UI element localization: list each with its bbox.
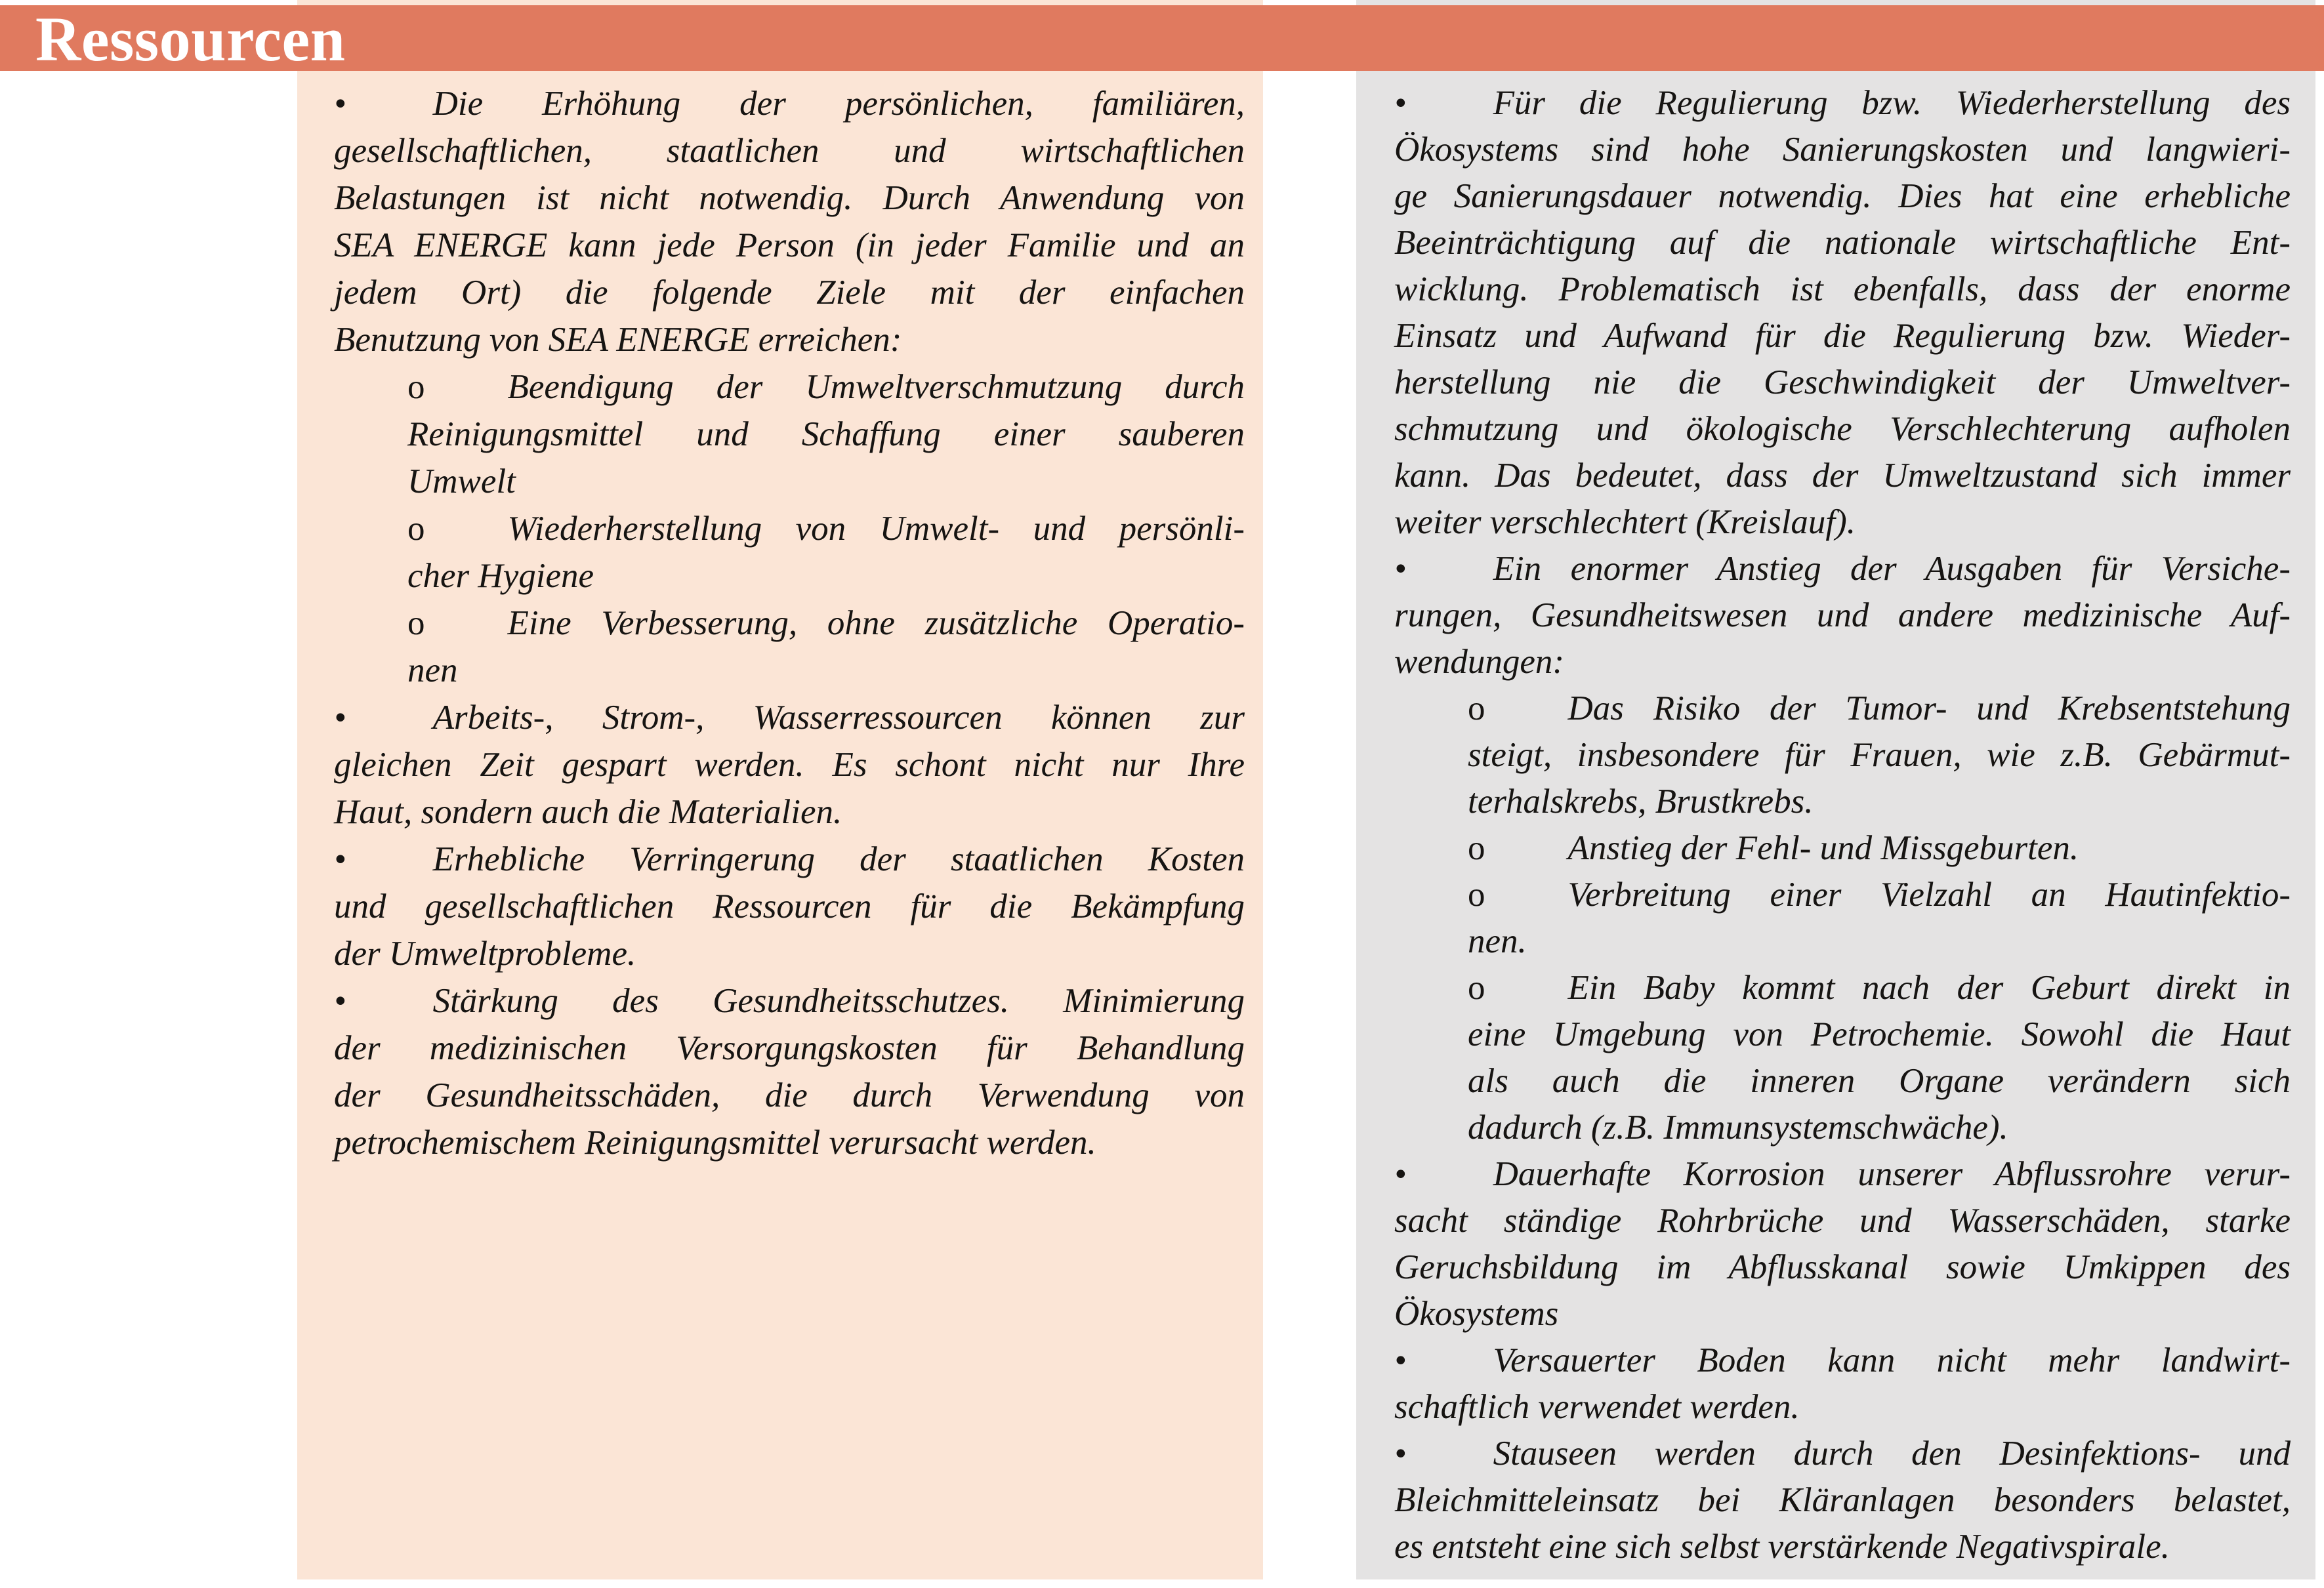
bullet-paragraph: [1394, 685, 2291, 825]
text-line: der Umweltprobleme.: [334, 935, 636, 973]
text-line: Einsatz und Aufwand für die Regulierung bzw. Wieder-: [1394, 317, 2291, 355]
text-line: • Versauerter Boden kann nicht mehr landwirt-: [1394, 1337, 2291, 1384]
text-line: rungen, Gesundheitswesen und andere medizinische Auf-: [1394, 596, 2291, 634]
text-line: der Gesundheitsschäden, die durch Verwendung von: [334, 1076, 1245, 1114]
text-line: • Erhebliche Verringerung der staatlichen Kosten: [334, 836, 1245, 883]
text-line: weiter verschlechtert (Kreislauf).: [1394, 503, 1856, 541]
text-line: • Für die Regulierung bzw. Wiederherstellung des: [1394, 80, 2291, 127]
text-line: • Arbeits-, Strom-, Wasserressourcen können zur: [334, 694, 1245, 741]
text-line: nen.: [1468, 922, 1527, 960]
text-line: Ökosystems sind hohe Sanierungskosten und langwieri-: [1394, 131, 2291, 169]
text-line: o Wiederherstellung von Umwelt- und persönli-: [334, 505, 1245, 552]
text-line: herstellung nie die Geschwindigkeit der Umweltver-: [1394, 363, 2291, 401]
circle-bullet-icon: o: [407, 604, 425, 642]
text-line: Bleichmitteleinsatz bei Kläranlagen besonders belastet,: [1394, 1481, 2291, 1519]
text-line: • Die Erhöhung der persönlichen, familiären,: [334, 80, 1245, 127]
page-title: Ressourcen: [35, 4, 346, 74]
bullet-paragraph: [1394, 1151, 2291, 1337]
bullet-paragraph: [1394, 1431, 2291, 1570]
text-line: Umwelt: [407, 462, 516, 500]
text-line: sacht ständige Rohrbrüche und Wasserschäden, starke: [1394, 1202, 2291, 1240]
disc-bullet-icon: •: [1394, 1341, 1407, 1379]
text-line: es entsteht eine sich selbst verstärkende Negativspirale.: [1394, 1528, 2170, 1566]
text-line: petrochemischem Reinigungsmittel verursacht werden.: [334, 1124, 1096, 1162]
bullet-paragraph: [1394, 872, 2291, 965]
text-line: steigt, insbesondere für Frauen, wie z.B. Gebärmut-: [1468, 736, 2291, 774]
text-line: SEA ENERGE kann jede Person (in jeder Familie und an: [334, 226, 1245, 264]
disc-bullet-icon: •: [1394, 1155, 1407, 1193]
text-line: o Eine Verbesserung, ohne zusätzliche Operatio-: [334, 600, 1245, 647]
bullet-paragraph: [334, 694, 1245, 836]
circle-bullet-icon: o: [1468, 876, 1485, 914]
circle-bullet-icon: o: [1468, 689, 1485, 727]
text-line: Haut, sondern auch die Materialien.: [334, 793, 842, 831]
text-line: Geruchsbildung im Abflusskanal sowie Umkippen des: [1394, 1248, 2291, 1286]
right-text-panel: [1356, 0, 2315, 1579]
bullet-paragraph: [334, 505, 1245, 600]
text-line: nen: [407, 651, 458, 689]
text-line: o Anstieg der Fehl- und Missgeburten.: [1394, 825, 2291, 872]
bullet-paragraph: [334, 600, 1245, 694]
text-line: • Stauseen werden durch den Desinfektions- und: [1394, 1431, 2291, 1477]
text-line: wendungen:: [1394, 643, 1565, 681]
circle-bullet-icon: o: [1468, 969, 1485, 1007]
text-line: der medizinischen Versorgungskosten für Behandlung: [334, 1029, 1245, 1067]
text-line: o Das Risiko der Tumor- und Krebsentstehung: [1394, 685, 2291, 732]
bullet-paragraph: [334, 977, 1245, 1166]
text-line: Ökosystems: [1394, 1295, 1559, 1333]
text-line: und gesellschaftlichen Ressourcen für die Bekämpfung: [334, 887, 1245, 926]
text-line: Benutzung von SEA ENERGE erreichen:: [334, 321, 902, 359]
circle-bullet-icon: o: [407, 368, 425, 406]
bullet-paragraph: [1394, 825, 2291, 872]
text-line: • Stärkung des Gesundheitsschutzes. Minimierung: [334, 977, 1245, 1025]
text-line: als auch die inneren Organe verändern sich: [1468, 1062, 2291, 1100]
text-line: Beeinträchtigung auf die nationale wirtschaftliche Ent-: [1394, 224, 2291, 262]
text-line: Reinigungsmittel und Schaffung einer sauberen: [407, 415, 1245, 453]
text-line: • Ein enormer Anstieg der Ausgaben für Versiche-: [1394, 546, 2291, 592]
circle-bullet-icon: o: [407, 510, 425, 548]
bullet-paragraph: [1394, 965, 2291, 1151]
disc-bullet-icon: •: [1394, 550, 1407, 588]
text-line: ge Sanierungsdauer notwendig. Dies hat eine erhebliche: [1394, 177, 2291, 215]
text-line: jedem Ort) die folgende Ziele mit der einfachen: [334, 274, 1245, 312]
bullet-paragraph: [1394, 546, 2291, 685]
text-line: o Ein Baby kommt nach der Geburt direkt in: [1394, 965, 2291, 1011]
text-line: o Beendigung der Umweltverschmutzung durch: [334, 363, 1245, 411]
bullet-paragraph: [334, 363, 1245, 505]
text-line: kann. Das bedeutet, dass der Umweltzustand sich immer: [1394, 457, 2291, 495]
disc-bullet-icon: •: [334, 699, 346, 737]
text-line: Belastungen ist nicht notwendig. Durch Anwendung von: [334, 179, 1245, 217]
disc-bullet-icon: •: [334, 85, 346, 123]
bullet-paragraph: [1394, 1337, 2291, 1431]
header-bar: [0, 4, 2324, 74]
text-line: eine Umgebung von Petrochemie. Sowohl die Haut: [1468, 1015, 2291, 1053]
text-line: schaftlich verwendet werden.: [1394, 1388, 1800, 1426]
text-line: cher Hygiene: [407, 557, 594, 595]
text-line: gleichen Zeit gespart werden. Es schont nicht nur Ihre: [334, 746, 1245, 784]
text-line: terhalskrebs, Brustkrebs.: [1468, 783, 1814, 821]
text-line: schmutzung und ökologische Verschlechterung aufholen: [1394, 410, 2291, 448]
disc-bullet-icon: •: [334, 840, 346, 878]
disc-bullet-icon: •: [334, 982, 346, 1020]
disc-bullet-icon: •: [1394, 84, 1407, 122]
disc-bullet-icon: •: [1394, 1435, 1407, 1473]
circle-bullet-icon: o: [1468, 829, 1485, 867]
text-line: dadurch (z.B. Immunsystemschwäche).: [1468, 1109, 2008, 1147]
text-line: • Dauerhafte Korrosion unserer Abflussrohre verur-: [1394, 1151, 2291, 1198]
bullet-paragraph: [334, 836, 1245, 977]
left-text-panel: [297, 0, 1263, 1579]
bullet-paragraph: [1394, 80, 2291, 546]
text-line: o Verbreitung einer Vielzahl an Hautinfektio-: [1394, 872, 2291, 918]
text-line: wicklung. Problematisch ist ebenfalls, dass der enorme: [1394, 270, 2291, 308]
bullet-paragraph: [334, 80, 1245, 363]
text-line: gesellschaftlichen, staatlichen und wirtschaftlichen: [334, 132, 1245, 170]
